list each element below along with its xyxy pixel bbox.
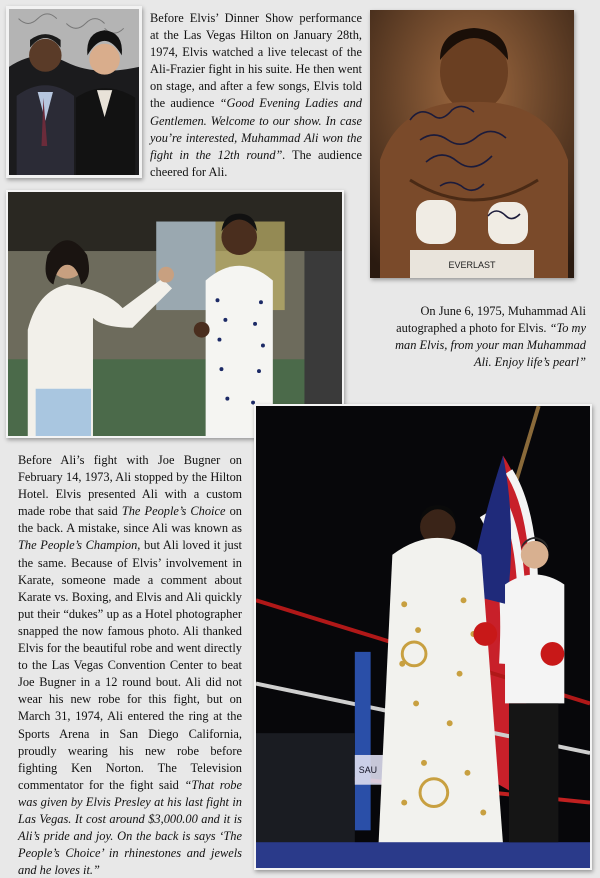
italic-text-run: “Good Evening Ladies and Gentlemen. Welcome to our show. In case you’re interested, Muhammad Ali won the fight in the 12th round”. [150,96,362,162]
photo-ali-elvis-portrait [6,6,142,178]
robe-story-paragraph [18,452,242,878]
photo-ali-in-ring [254,404,592,870]
italic-text-run: “To my man Elvis, from your man Muhammad Ali. Enjoy life’s pearl” [395,321,586,370]
text-run: Before Elvis’ Dinner Show performance at the Las Vegas Hilton on January 28th, 1974, Elvis watched a live telecast of the Ali-Frazier fight in his suite. He then went on stage, and after a few songs, Elvis told the audience [150,11,362,111]
italic-text-run: The People’s Champion [18,538,138,553]
text-run: , but Ali loved it just the same. Because of Elvis’ involvement in Karate, someone made a comment about Karate vs. Boxing, and Elvis and Ali quickly put their “dukes” up as a Hotel photographer snapped the now famous photo. Ali thanked Elvis for the beautiful robe and went directly to the Las Vegas Convention Center to beat Joe Bugner in a 12 round bout. Ali did not wear his new robe for this fight, but on March 31, 1974, Ali entered the ring at the Sports Arena in San Diego California, proudly wearing his new robe before fighting Ken Norton. The Television commentator for the fight said [18,538,242,792]
autograph-paragraph [380,303,586,371]
text-run: on the back. A mistake, since Ali was known as [18,504,242,536]
text-run: The audience cheered for Ali. [150,147,363,179]
italic-text-run: The People’s Choice [121,504,226,519]
dinner-show-paragraph [150,10,362,181]
text-run: Before Ali’s fight with Joe Bugner on February 14, 1973, Ali stopped by the Hilton Hotel. Elvis presented Ali with a custom made robe that said [18,453,242,519]
trunks-label: EVERLAST [448,260,496,270]
photo-autographed-ali [370,10,574,278]
italic-text-run: “That robe was given by Elvis Presley at his last fight in Las Vegas. It cost around $3,000.00 and it is Ali’s pride and joy. On the back is says ‘The People’s Choice’ in rhinestones and jewels and he loves it.” [18,777,243,878]
photo-karate-vs-boxing [6,190,344,438]
text-run: On June 6, 1975, Muhammad Ali autographed a photo for Elvis. [396,304,586,336]
ring-banner-text: SAU [358,764,378,775]
